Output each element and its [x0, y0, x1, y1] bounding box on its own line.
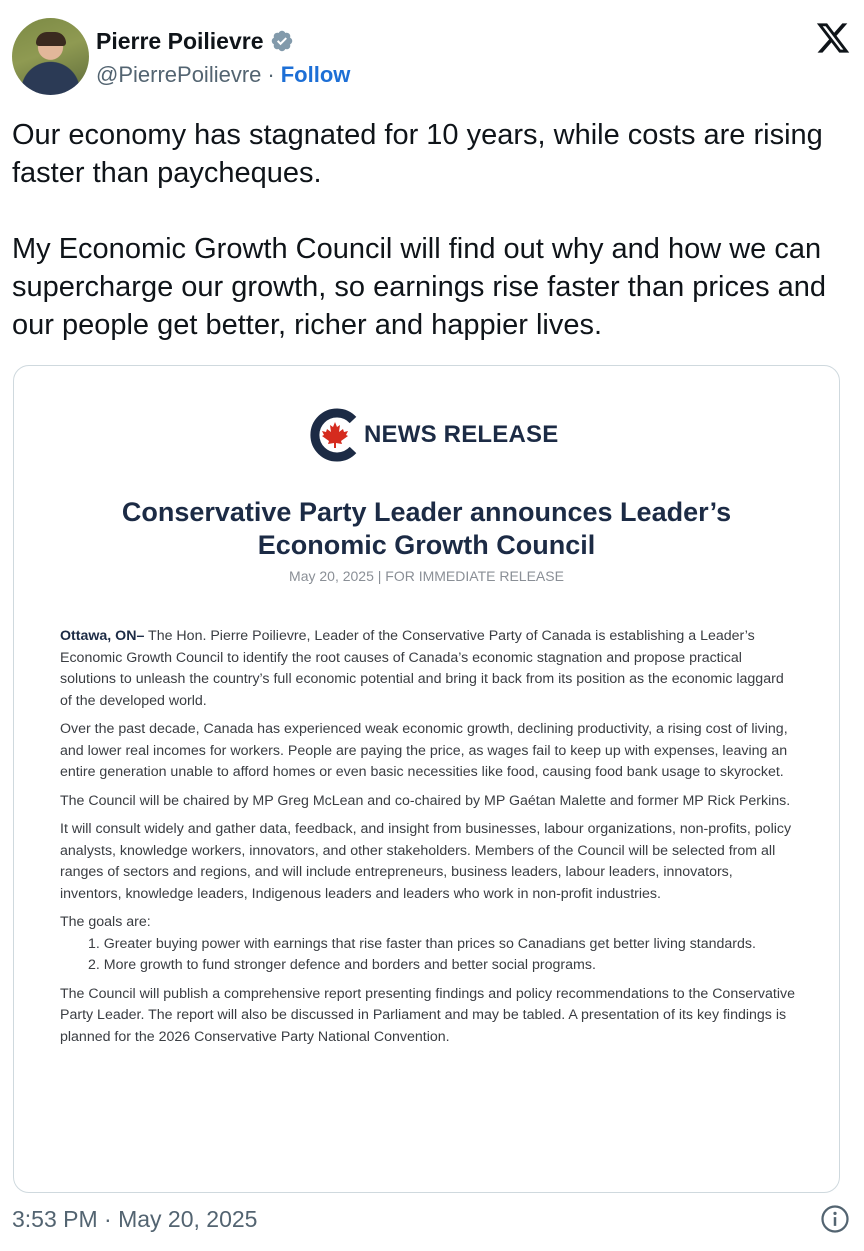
tweet-text: [12, 116, 852, 344]
release-title-line-2: Economic Growth Council: [257, 530, 596, 560]
author-handle[interactable]: @PierrePoilievre: [96, 62, 262, 87]
release-paragraph-1-text: The Hon. Pierre Poilievre, Leader of the Conservative Party of Canada is establishing a Leader’s Economic Growth Council to identify the root causes of Canada’s economic stagnation and propose practical solutions to unleash the country’s full economic potential and bring it back from its position as the economic laggard of the developed world.: [60, 628, 784, 709]
x-logo-icon[interactable]: [814, 20, 852, 56]
release-body: [60, 626, 795, 1055]
goal-item-2: 2. More growth to fund stronger defence and borders and better social programs.: [88, 957, 596, 973]
tweet-media-image[interactable]: [13, 365, 840, 1193]
release-paragraph-5: The Council will publish a comprehensive report presenting findings and policy recommendations to the Conservative Party Leader. The report will also be discussed in Parliament and may be tabled. A presentation of its key findings is planned for the 2026 Conservative Party National Convention.: [60, 985, 795, 1045]
release-paragraph-3: The Council will be chaired by MP Greg McLean and co-chaired by MP Gaétan Malette and former MP Rick Perkins.: [60, 792, 791, 809]
author-avatar[interactable]: [12, 18, 89, 95]
info-icon[interactable]: [820, 1204, 850, 1234]
release-meta: May 20, 2025 | FOR IMMEDIATE RELEASE: [289, 568, 564, 584]
tweet-timestamp[interactable]: 3:53 PM · May 20, 2025: [12, 1206, 258, 1232]
verified-badge-icon: [270, 29, 294, 53]
goals-list: [60, 934, 795, 977]
goals-intro: The goals are:: [60, 914, 151, 930]
release-dateline: Ottawa, ON–: [60, 628, 145, 644]
tweet-paragraph-2: My Economic Growth Council will find out why and how we can supercharge our growth, so earnings rise faster than prices and our people get better, richer and happier lives.: [12, 233, 827, 341]
separator-dot: ·: [267, 62, 275, 87]
news-release-label: NEWS RELEASE: [364, 421, 559, 448]
conservative-c-logo-icon: [309, 408, 361, 462]
follow-button[interactable]: Follow: [280, 62, 351, 87]
release-title-line-1: Conservative Party Leader announces Leader’s: [121, 497, 732, 527]
tweet-footer: [12, 1204, 852, 1238]
release-paragraph-4: It will consult widely and gather data, feedback, and insight from businesses, labour organizations, non-profits, policy analysts, knowledge workers, innovators, and other stakeholders. Members of the Council will be selected from all ranges of sectors and regions, and will include entrepreneurs, business leaders, labour leaders, innovators, inventors, knowledge leaders, Indigenous leaders and leaders who work in non-profit industries.: [60, 821, 792, 902]
author-display-name[interactable]: Pierre Poilievre: [96, 27, 264, 54]
handle-row: [96, 62, 350, 88]
release-paragraph-2: Over the past decade, Canada has experienced weak economic growth, declining productivity, a rising cost of living, and lower real incomes for workers. People are paying the price, as wages fail to keep up with expenses, leaving an entire generation unable to afford homes or even basic necessities like food, causing food bank usage to skyrocket.: [60, 721, 788, 780]
tweet-paragraph-1: Our economy has stagnated for 10 years, while costs are rising faster than paycheques.: [12, 119, 823, 189]
name-row: [96, 26, 294, 56]
news-release-logo: [309, 408, 558, 462]
goal-item-1: 1. Greater buying power with earnings that rise faster than prices so Canadians get better living standards.: [88, 935, 756, 952]
release-title: [54, 496, 799, 562]
release-paragraph-1: [60, 626, 795, 712]
tweet-header: [12, 18, 852, 98]
